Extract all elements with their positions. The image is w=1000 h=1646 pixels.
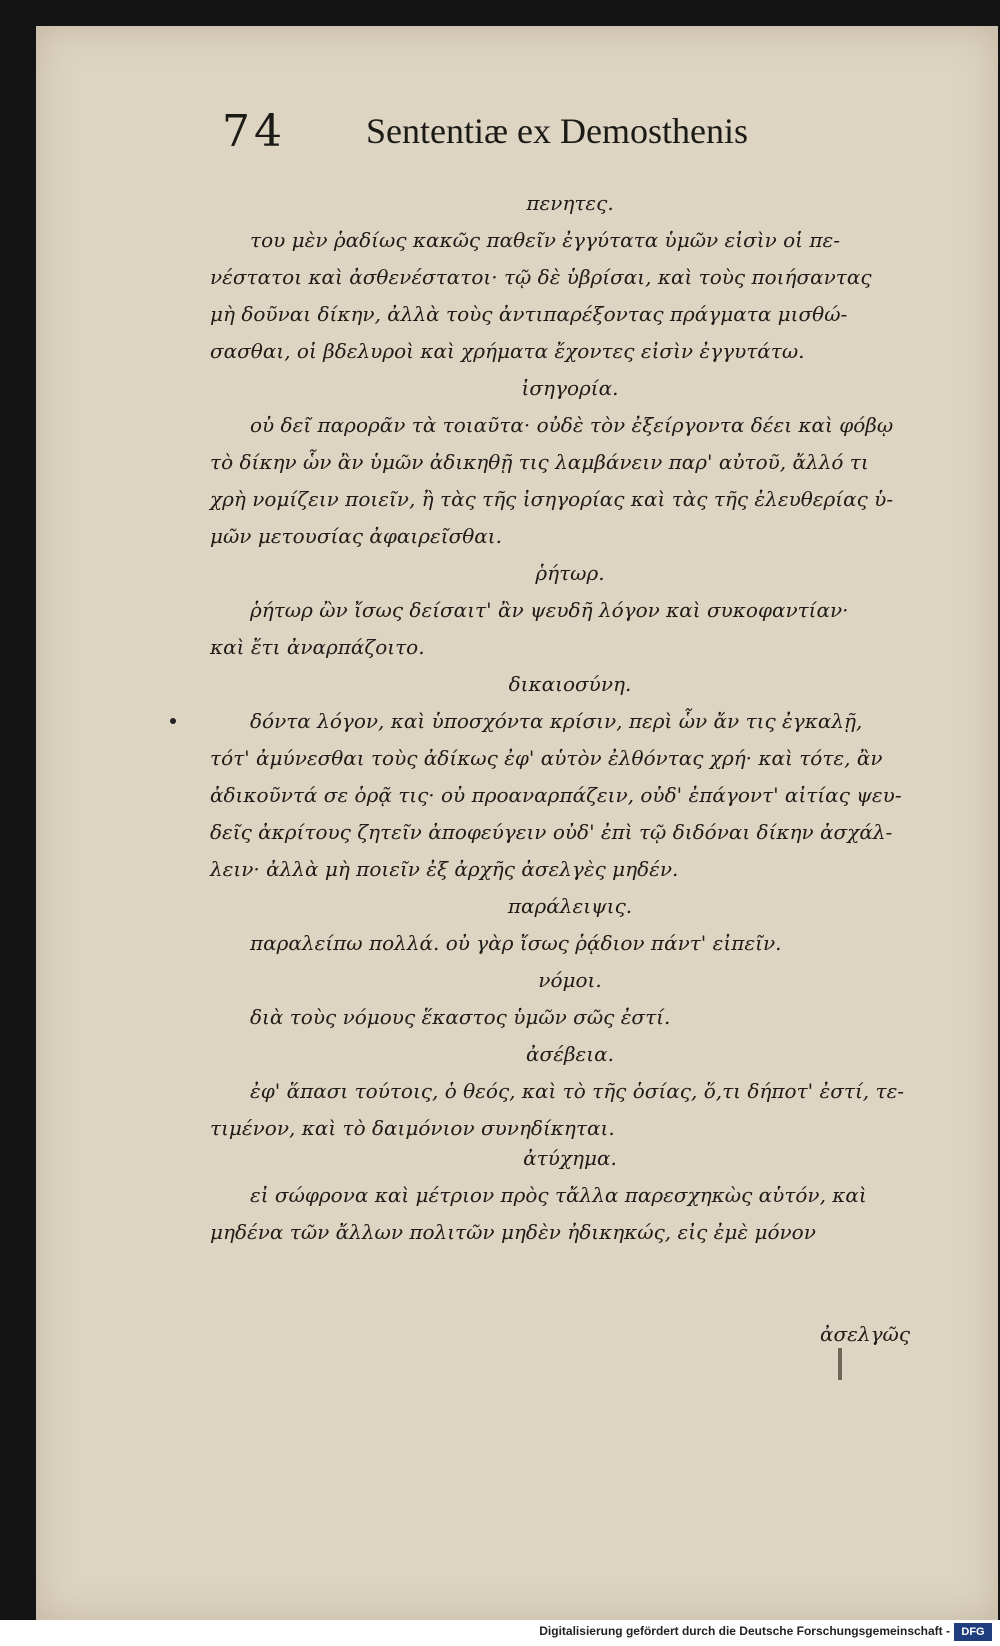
section-heading: νόμοι. xyxy=(538,968,602,992)
text-line: παραλείπω πολλά. οὐ γὰρ ἴσως ῥᾴδιον πάντ' εἰπεῖν. xyxy=(250,931,782,955)
text-line: χρὴ νομίζειν ποιεῖν, ἢ τὰς τῆς ἰσηγορίας καὶ τὰς τῆς ἐλευθερίας ὑ- xyxy=(210,487,894,511)
section-isegoria xyxy=(210,370,930,555)
section-nomoi xyxy=(210,962,930,1036)
section-heading: ἀσέβεια. xyxy=(526,1042,614,1066)
text-line: οὐ δεῖ παρορᾶν τὰ τοιαῦτα· οὐδὲ τὸν ἐξείργοντα δέει καὶ φόβῳ xyxy=(250,413,894,437)
section-heading: παράλειψις. xyxy=(507,894,633,918)
section-heading: ἰσηγορία. xyxy=(521,376,619,400)
text-line: μηδένα τῶν ἄλλων πολιτῶν μηδὲν ἠδικηκώς, εἰς ἐμὲ μόνον xyxy=(210,1220,816,1244)
text-line: μὴ δοῦναι δίκην, ἀλλὰ τοὺς ἀντιπαρέξοντας πράγματα μισθώ- xyxy=(210,302,848,326)
funding-credit: Digitalisierung gefördert durch die Deutsche Forschungsgemeinschaft - xyxy=(539,1624,950,1638)
text-line: δόντα λόγον, καὶ ὑποσχόντα κρίσιν, περὶ ὧν ἄν τις ἐγκαλῇ, xyxy=(250,709,863,733)
section-heading: πενητες. xyxy=(526,191,614,215)
paper-mark xyxy=(838,1348,842,1380)
text-line: σασθαι, οἱ βδελυροὶ καὶ χρήματα ἔχοντες εἰσὶν ἐγγυτάτω. xyxy=(210,339,805,363)
text-line: καὶ ἔτι ἀναρπάζοιτο. xyxy=(210,635,425,659)
text-line: τότ' ἀμύνεσθαι τοὺς ἀδίκως ἐφ' αὑτὸν ἐλθόντας χρή· καὶ τότε, ἂν xyxy=(210,746,883,770)
section-dikaiosyne xyxy=(210,666,930,888)
ink-spot xyxy=(170,718,176,724)
running-head: Sententiæ ex Demosthenis xyxy=(366,111,748,151)
section-heading: ἀτύχημα. xyxy=(523,1146,617,1170)
text-line: λειν· ἀλλὰ μὴ ποιεῖν ἐξ ἀρχῆς ἀσελγὲς μηδέν. xyxy=(210,857,679,881)
dfg-logo-icon: DFG xyxy=(954,1623,992,1641)
text-line: τιμένον, καὶ τὸ δαιμόνιον συνηδίκηται. xyxy=(210,1116,615,1140)
section-heading: ῥήτωρ. xyxy=(535,561,605,585)
text-line: ἀδικοῦντά σε ὁρᾷ τις· οὐ προαναρπάζειν, οὐδ' ἐπάγοντ' αἰτίας ψευ- xyxy=(210,783,902,807)
text-line: διὰ τοὺς νόμους ἕκαστος ὑμῶν σῶς ἐστί. xyxy=(250,1005,671,1029)
text-line: τὸ δίκην ὧν ἂν ὑμῶν ἀδικηθῇ τις λαμβάνειν παρ' αὐτοῦ, ἄλλό τι xyxy=(210,450,869,474)
catchword: ἀσελγῶς xyxy=(820,1322,911,1346)
text-line: μῶν μετουσίας ἀφαιρεῖσθαι. xyxy=(210,524,502,548)
text-line: δεῖς ἀκρίτους ζητεῖν ἀποφεύγειν οὐδ' ἐπὶ τῷ διδόναι δίκην ἀσχάλ- xyxy=(210,820,893,844)
page-number: 74 xyxy=(222,106,286,157)
page-header xyxy=(222,100,862,160)
text-line: του μὲν ῥαδίως κακῶς παθεῖν ἐγγύτατα ὑμῶν εἰσὶν οἱ πε- xyxy=(250,228,840,252)
text-line: εἰ σώφρονα καὶ μέτριον πρὸς τἄλλα παρεσχηκὼς αὑτόν, καὶ xyxy=(250,1183,867,1207)
section-atychema xyxy=(210,1140,930,1251)
text-line: ῥήτωρ ὢν ἴσως δείσαιτ' ἂν ψευδῆ λόγον καὶ συκοφαντίαν· xyxy=(250,598,849,622)
text-line: νέστατοι καὶ ἀσθενέστατοι· τῷ δὲ ὑβρίσαι, καὶ τοὺς ποιήσαντας xyxy=(210,265,872,289)
section-rhetor xyxy=(210,555,930,666)
section-paraleipsis xyxy=(210,888,930,962)
section-penetes xyxy=(210,185,930,370)
text-line: ἐφ' ἅπασι τούτοις, ὁ θεός, καὶ τὸ τῆς ὁσίας, ὅ,τι δήποτ' ἐστί, τε- xyxy=(250,1079,905,1103)
section-asebeia xyxy=(210,1036,930,1147)
section-heading: δικαιοσύνη. xyxy=(508,672,632,696)
footer-bar xyxy=(0,1620,1000,1646)
